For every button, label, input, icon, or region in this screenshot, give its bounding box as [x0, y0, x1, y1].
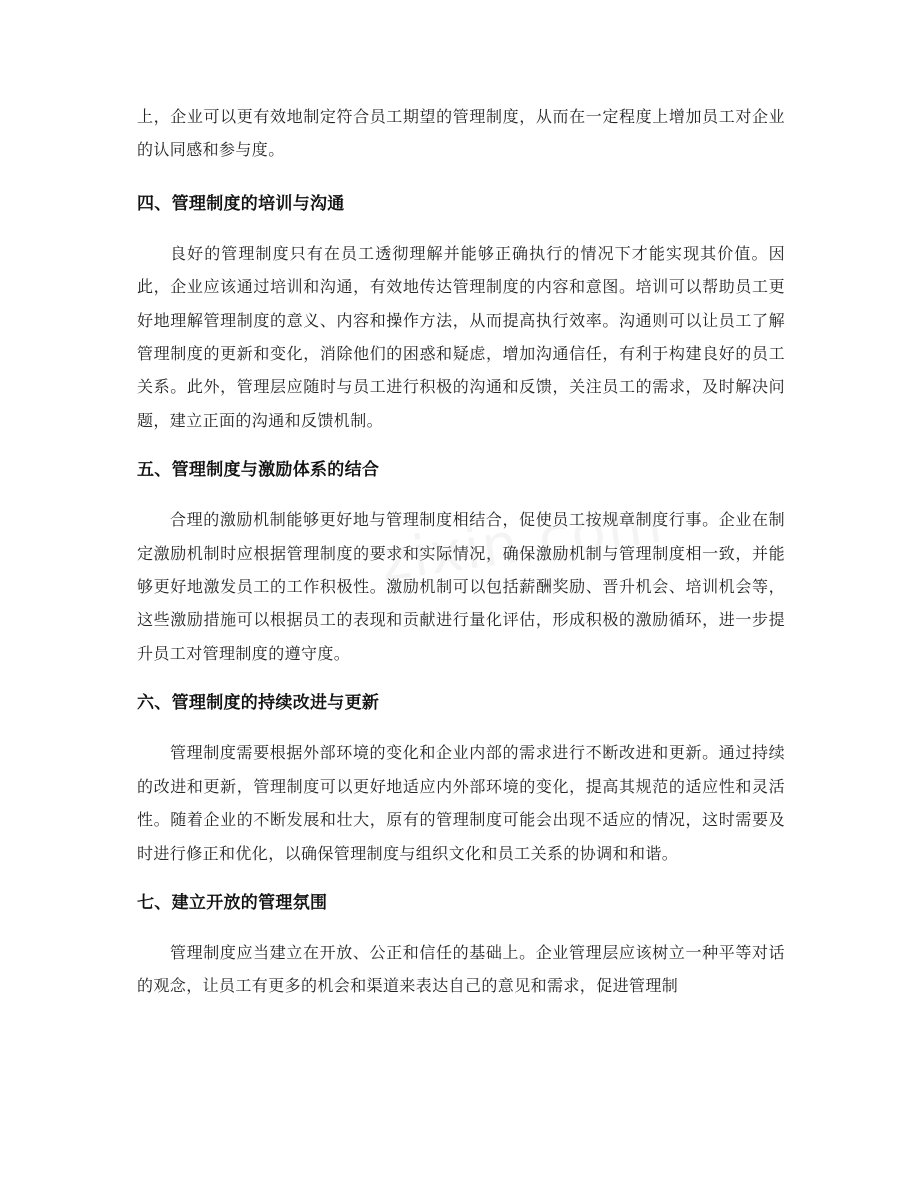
section-body-6: 管理制度需要根据外部环境的变化和企业内部的需求进行不断改进和更新。通过持续的改进和更新，管理制度可以更好地适应内外部环境的变化，提高其规范的适应性和灵活性。随着企业的不断发展和壮大，原有的管理制度可能会出现不适应的情况，这时需要及时进行修正和优化，以确保管理制度与组织文化和员工关系的协调和和谐。	[137, 743, 785, 863]
section-body-7: 管理制度应当建立在开放、公正和信任的基础上。企业管理层应该树立一种平等对话的观念，让员工有更多的机会和渠道来表达自己的意见和需求，促进管理制	[137, 942, 785, 996]
section-heading-5: 五、管理制度与激励体系的结合	[137, 460, 380, 481]
section-heading-6: 六、管理制度的持续改进与更新	[137, 693, 380, 714]
intro-paragraph: 上，企业可以更有效地制定符合员工期望的管理制度，从而在一定程度上增加员工对企业的认同感和参与度。	[137, 107, 785, 160]
document-page	[137, 100, 785, 1003]
section-heading-4: 四、管理制度的培训与沟通	[137, 193, 345, 214]
section-body-5: 合理的激励机制能够更好地与管理制度相结合，促使员工按规章制度行事。企业在制定激励机制时应根据管理制度的要求和实际情况，确保激励机制与管理制度相一致，并能够更好地激发员工的工作积极性。激励机制可以包括薪酬奖励、晋升机会、培训机会等，这些激励措施可以根据员工的表现和贡献进行量化评估，形成积极的激励循环，进一步提升员工对管理制度的遵守度。	[137, 510, 785, 663]
section-heading-7: 七、建立开放的管理氛围	[137, 892, 328, 913]
section-body-4: 良好的管理制度只有在员工透彻理解并能够正确执行的情况下才能实现其价值。因此，企业应该通过培训和沟通，有效地传达管理制度的内容和意图。培训可以帮助员工更好地理解管理制度的意义、内容和操作方法，从而提高执行效率。沟通则可以让员工了解管理制度的更新和变化，消除他们的困惑和疑虑，增加沟通信任，有利于构建良好的员工关系。此外，管理层应随时与员工进行积极的沟通和反馈，关注员工的需求，及时解决问题，建立正面的沟通和反馈机制。	[137, 243, 785, 430]
